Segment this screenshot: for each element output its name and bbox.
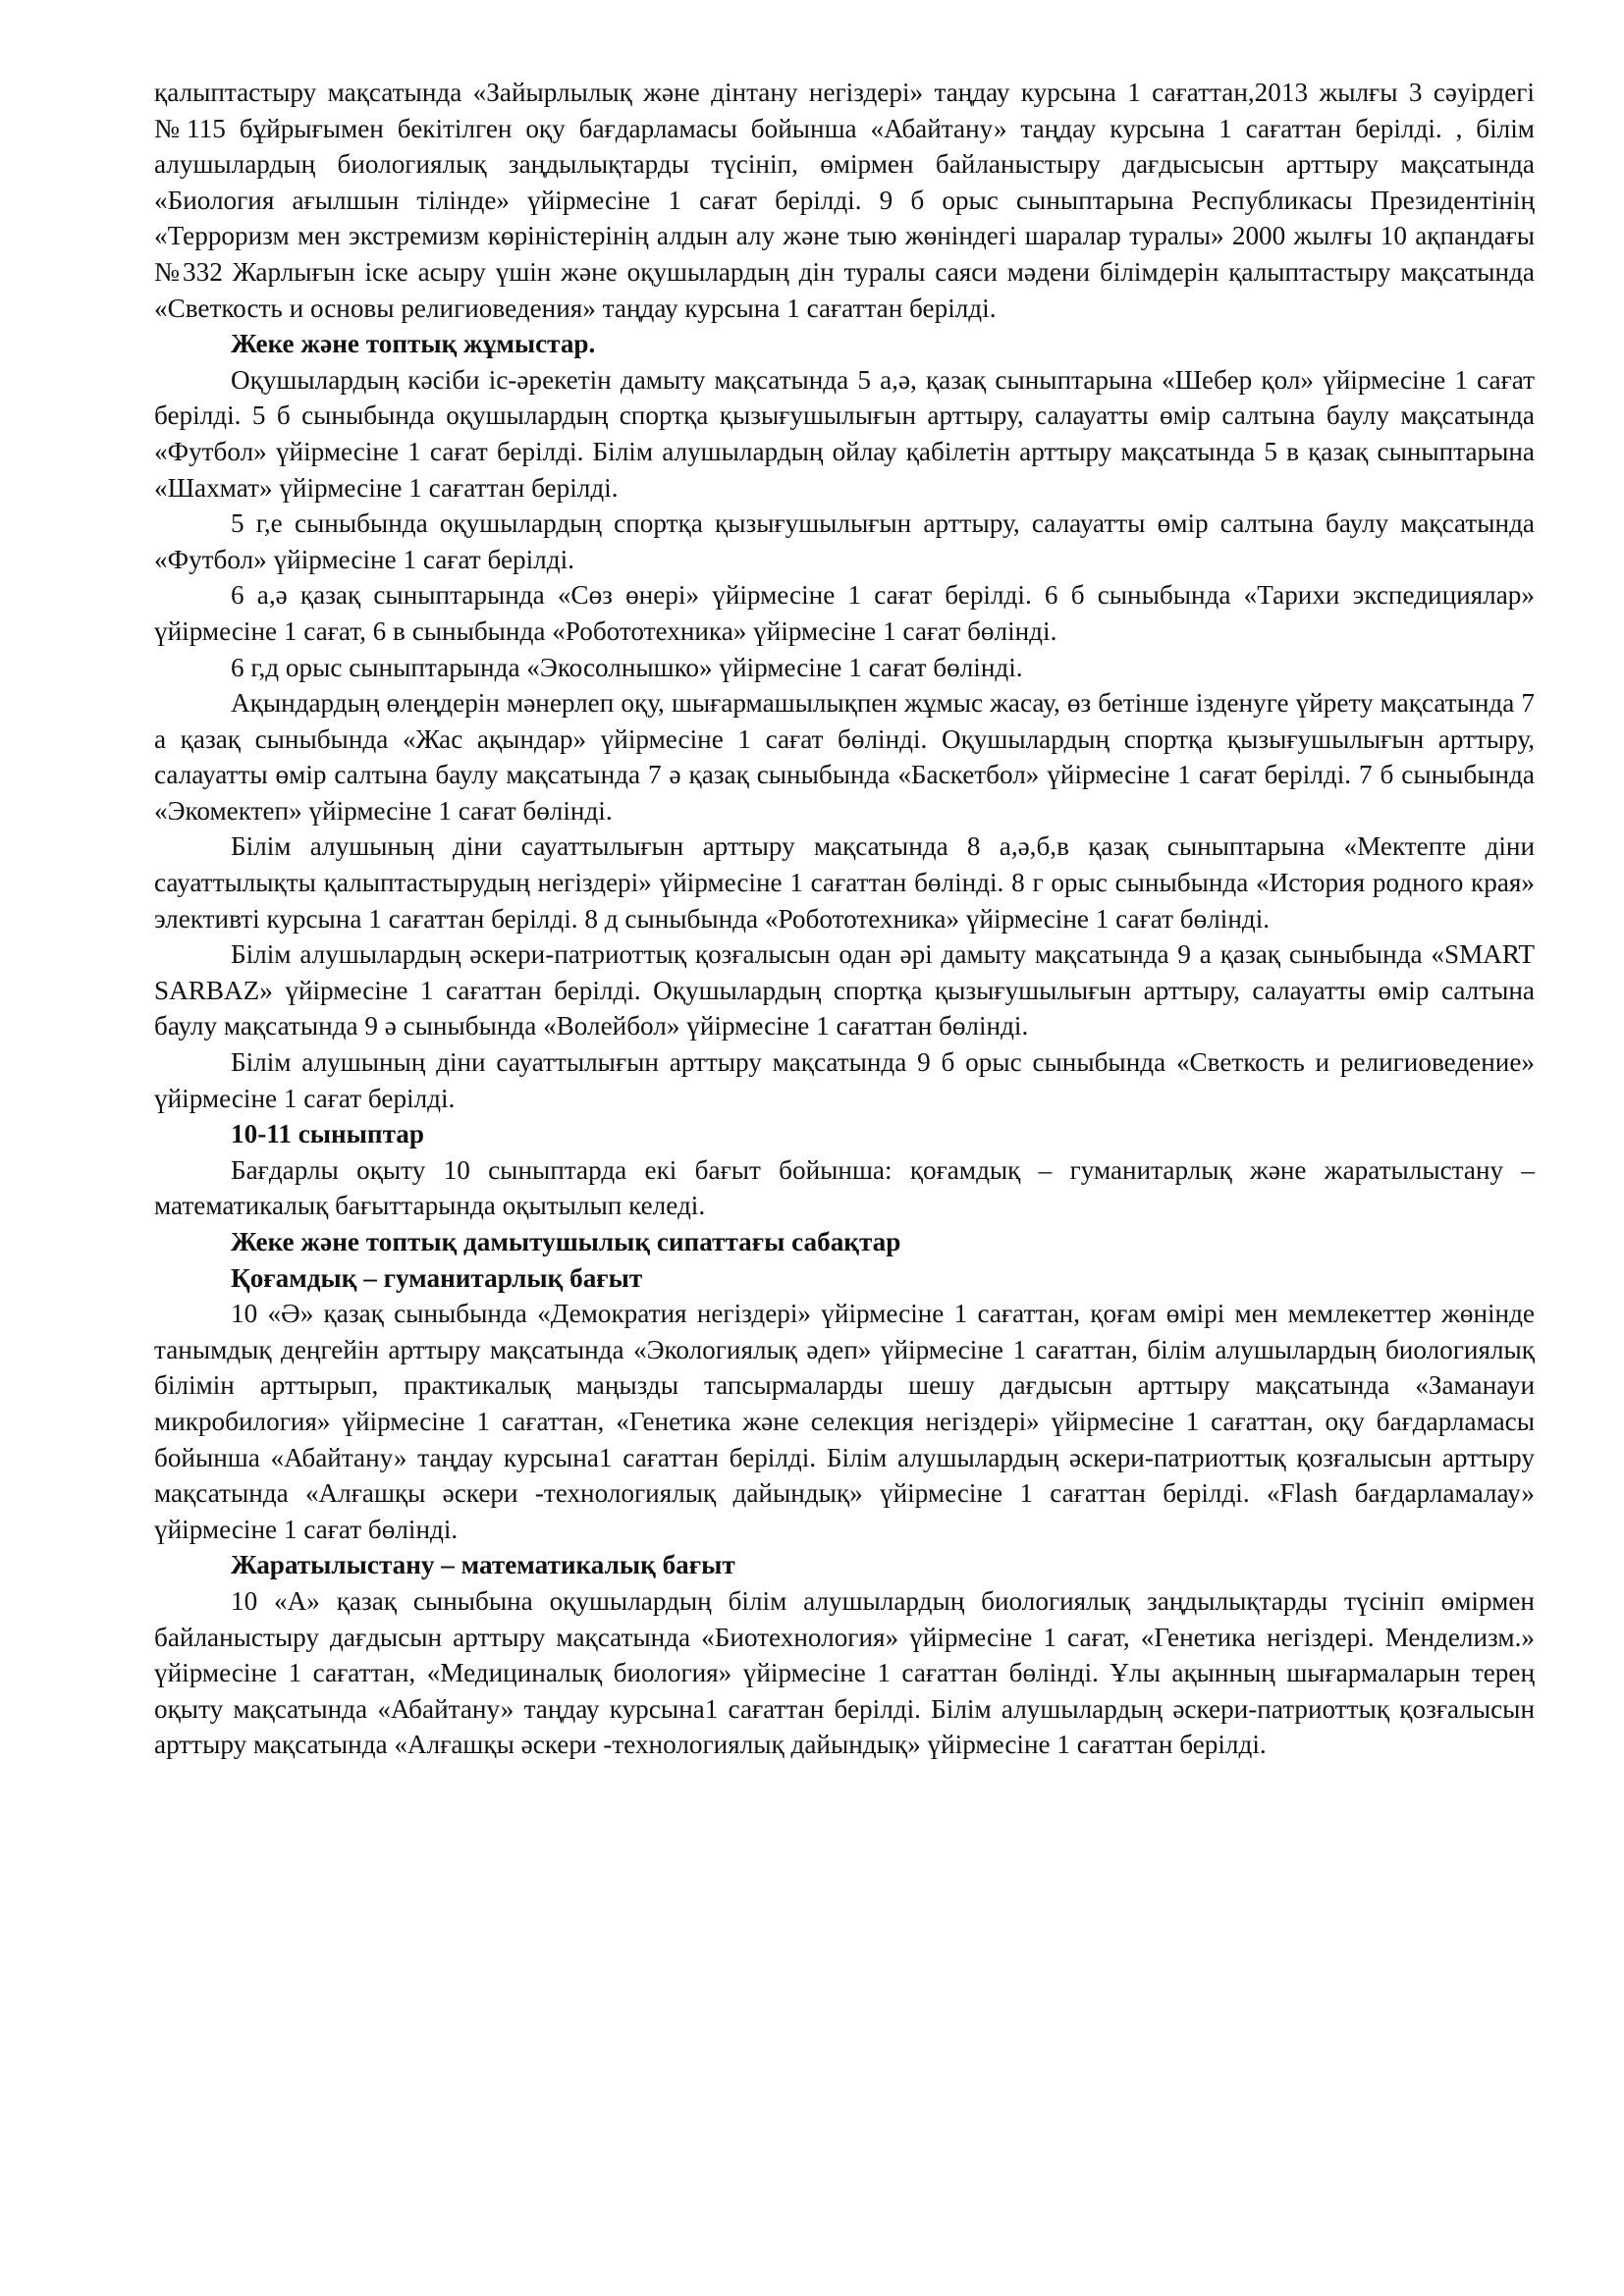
paragraph-profile-education: Бағдарлы оқыту 10 сыныптарда екі бағыт бойынша: қоғамдық – гуманитарлық және жаратылыстану – математикалық бағыттарында оқытылып келеді. [154, 1154, 1535, 1221]
paragraph-grade-8: Білім алушының діни сауаттылығын арттыру мақсатында 8 а,ә,б,в қазақ сыныптарына «Мектепте діни сауаттылықты қалыптастырудың негіздері» үйірмесіне 1 сағаттан бөлінді. 8 г орыс сыныбында «История родного края» элективті курсына 1 сағаттан берілді. 8 д сыныбында «Робототехника» үйірмесіне 1 сағат бөлінді. [154, 831, 1535, 934]
paragraph-intro-continued: қалыптастыру мақсатында «Зайырлылық және дінтану негіздері» таңдау курсына 1 сағаттан,2013 жылғы 3 сәуірдегі №115 бұйрығымен бекітілген оқу бағдарламасы бойынша «Абайтану» таңдау курсына 1 сағаттан берілді. , білім алушылардың биологиялық заңдылықтарды түсініп, өмірмен байланыстыру дағдысысын арттыру мақсатында «Биология ағылшын тілінде» үйірмесіне 1 сағат берілді. 9 б орыс сыныптарына Республикасы Президентінің «Терроризм мен экстремизм көріністерінің алдын алу және тыю жөніндегі шаралар туралы» 2000 жылғы 10 ақпандағы №332 Жарлығын іске асыру үшін және оқушылардың дін туралы саяси мәдени білімдерін қалыптастыру мақсатында «Светкость и основы религиоведения» таңдау курсына 1 сағаттан берілді. [154, 78, 1535, 323]
paragraph-grade-7: Ақындардың өлеңдерін мәнерлеп оқу, шығармашылықпен жұмыс жасау, өз бетінше ізденуге үйрету мақсатында 7 а қазақ сыныбында «Жас ақындар» үйірмесіне 1 сағат бөлінді. Оқушылардың спортқа қызығушылығын арттыру, салауатты өмір салтына баулу мақсатында 7 ә қазақ сыныбында «Баскетбол» үйірмесіне 1 сағат берілді. 7 б сыныбында «Экомектеп» үйірмесіне 1 сағат бөлінді. [154, 688, 1535, 826]
paragraph-grade-5: Оқушылардың кәсіби іс-әрекетін дамыту мақсатында 5 а,ә, қазақ сыныптарына «Шебер қол» үйірмесіне 1 сағат берілді. 5 б сыныбында оқушылардың спортқа қызығушылығын арттыру, салауатты өмір салтына баулу мақсатында «Футбол» үйірмесіне 1 сағат берілді. Білім алушылардың ойлау қабілетін арттыру мақсатында 5 в қазақ сыныптарына «Шахмат» үйірмесіне 1 сағаттан берілді. [154, 364, 1535, 503]
paragraph-grade-6: 6 а,ә қазақ сыныптарында «Сөз өнері» үйірмесіне 1 сағат берілді. 6 б сыныбында «Тарихи экспедициялар» үйірмесіне 1 сағат, 6 в сыныбында «Робототехника» үйірмесіне 1 сағат бөлінді. [154, 580, 1535, 646]
paragraph-grade-9-religion: Білім алушының діни сауаттылығын арттыру мақсатында 9 б орыс сыныбында «Светкость и религиоведение» үйірмесіне 1 сағат берілді. [154, 1047, 1535, 1113]
paragraph-grade-10-humanities: 10 «Ә» қазақ сыныбында «Демократия негіздері» үйірмесіне 1 сағаттан, қоғам өмірі мен мемлекеттер жөнінде танымдық деңгейін арттыру мақсатында «Экологиялық әдеп» үйірмесіне 1 сағаттан, білім алушылардың биологиялық білімін арттырып, практикалық маңызды тапсырмаларды шешу дағдысын арттыру мақсатында «Заманауи микробилогия» үйірмесіне 1 сағаттан, «Генетика және селекция негіздері» үйірмесіне 1 сағаттан, оқу бағдарламасы бойынша «Абайтану» таңдау курсына1 сағаттан берілді. Білім алушылардың әскери-патриоттық қозғалысын арттыру мақсатында «Алғашқы әскери -технологиялық дайындық» үйірмесіне 1 сағаттан берілді. «Flash бағдарламалау» үйірмесіне 1 сағат бөлінді. [154, 1299, 1535, 1544]
paragraph-grade-10-science: 10 «А» қазақ сыныбына оқушылардың білім алушылардың биологиялық заңдылықтарды түсініп өмірмен байланыстыру дағдысын арттыру мақсатында «Биотехнология» үйірмесіне 1 сағат, «Генетика негіздері. Менделизм.» үйірмесіне 1 сағаттан, «Медициналық биология» үйірмесіне 1 сағаттан бөлінді. Ұлы ақынның шығармаларын терең оқыту мақсатында «Абайтану» таңдау курсына1 сағаттан берілді. Білім алушылардың әскери-патриоттық қозғалысын арттыру мақсатында «Алғашқы әскери -технологиялық дайындық» үйірмесіне 1 сағаттан берілді. [154, 1585, 1535, 1760]
heading-individual-group-work: Жеке және топтық жұмыстар. [231, 329, 596, 359]
paragraph-grade-5-football: 5 г,е сыныбында оқушылардың спортқа қызығушылығын арттыру, салауатты өмір салтына баулу мақсатында «Футбол» үйірмесіне 1 сағат берілді. [154, 508, 1535, 574]
paragraph-grade-6-russian: 6 г,д орыс сыныптарында «Экосолнышко» үйірмесіне 1 сағат бөлінді. [231, 652, 1023, 682]
paragraph-grade-9: Білім алушылардың әскери-патриоттық қозғалысын одан әрі дамыту мақсатында 9 а қазақ сыныбында «SMART SARBAZ» үйірмесіне 1 сағаттан берілді. Оқушылардың спортқа қызығушылығын арттыру, салауатты өмір салтына баулу мақсатында 9 ә сыныбында «Волейбол» үйірмесіне 1 сағаттан бөлінді. [154, 939, 1535, 1041]
heading-developmental-lessons: Жеке және топтық дамытушылық сипаттағы сабақтар [231, 1227, 901, 1256]
heading-grades-10-11: 10-11 сыныптар [231, 1119, 424, 1149]
heading-humanities-track: Қоғамдық – гуманитарлық бағыт [231, 1262, 643, 1293]
heading-science-math-track: Жаратылыстану – математикалық бағыт [231, 1550, 735, 1580]
document-page [154, 75, 1535, 1763]
